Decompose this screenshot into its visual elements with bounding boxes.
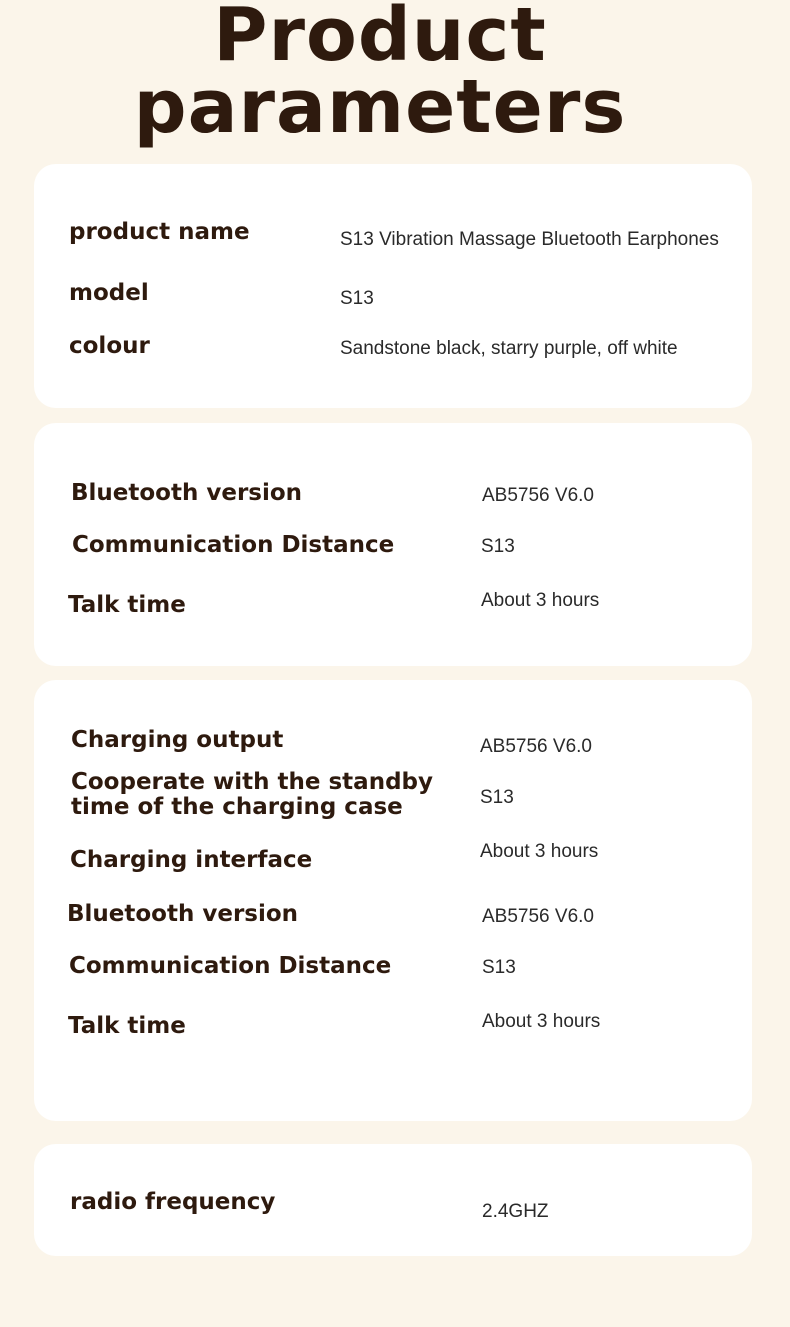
spec-value-communication-distance: S13 [481, 536, 515, 557]
spec-value-standby-time: S13 [480, 787, 514, 808]
spec-value-communication-distance-2: S13 [482, 957, 516, 978]
spec-label-bluetooth-version: Bluetooth version [71, 480, 303, 506]
spec-label-standby-time-line1: Cooperate with the standby [71, 769, 433, 795]
spec-label-talk-time: Talk time [68, 592, 186, 618]
spec-label-bluetooth-version-2: Bluetooth version [67, 901, 299, 927]
spec-label-product-name: product name [69, 219, 250, 245]
spec-value-talk-time-2: About 3 hours [482, 1011, 601, 1032]
spec-label-colour: colour [69, 333, 150, 359]
spec-value-bluetooth-version-2: AB5756 V6.0 [482, 906, 594, 927]
spec-value-radio-frequency: 2.4GHZ [482, 1201, 549, 1222]
page-title-line2: parameters [133, 64, 627, 150]
spec-label-model: model [69, 280, 149, 306]
spec-value-colour: Sandstone black, starry purple, off white [340, 338, 678, 359]
spec-value-charging-interface: About 3 hours [480, 841, 599, 862]
spec-value-product-name: S13 Vibration Massage Bluetooth Earphones [340, 229, 719, 250]
spec-label-talk-time-2: Talk time [68, 1013, 186, 1039]
charging-specs-card [34, 680, 752, 1121]
spec-label-communication-distance-2: Communication Distance [69, 953, 392, 979]
bluetooth-specs-card [34, 423, 752, 666]
page-title-line1: Product [213, 0, 547, 78]
spec-value-bluetooth-version: AB5756 V6.0 [482, 485, 594, 506]
spec-value-model: S13 [340, 288, 374, 309]
spec-label-standby-time-line2: time of the charging case [71, 794, 403, 820]
spec-label-charging-output: Charging output [71, 727, 284, 753]
spec-label-radio-frequency: radio frequency [70, 1189, 276, 1215]
spec-label-communication-distance: Communication Distance [72, 532, 395, 558]
spec-value-charging-output: AB5756 V6.0 [480, 736, 592, 757]
basic-info-card [34, 164, 752, 408]
radio-frequency-card [34, 1144, 752, 1256]
spec-label-charging-interface: Charging interface [70, 847, 313, 873]
spec-value-talk-time: About 3 hours [481, 590, 600, 611]
